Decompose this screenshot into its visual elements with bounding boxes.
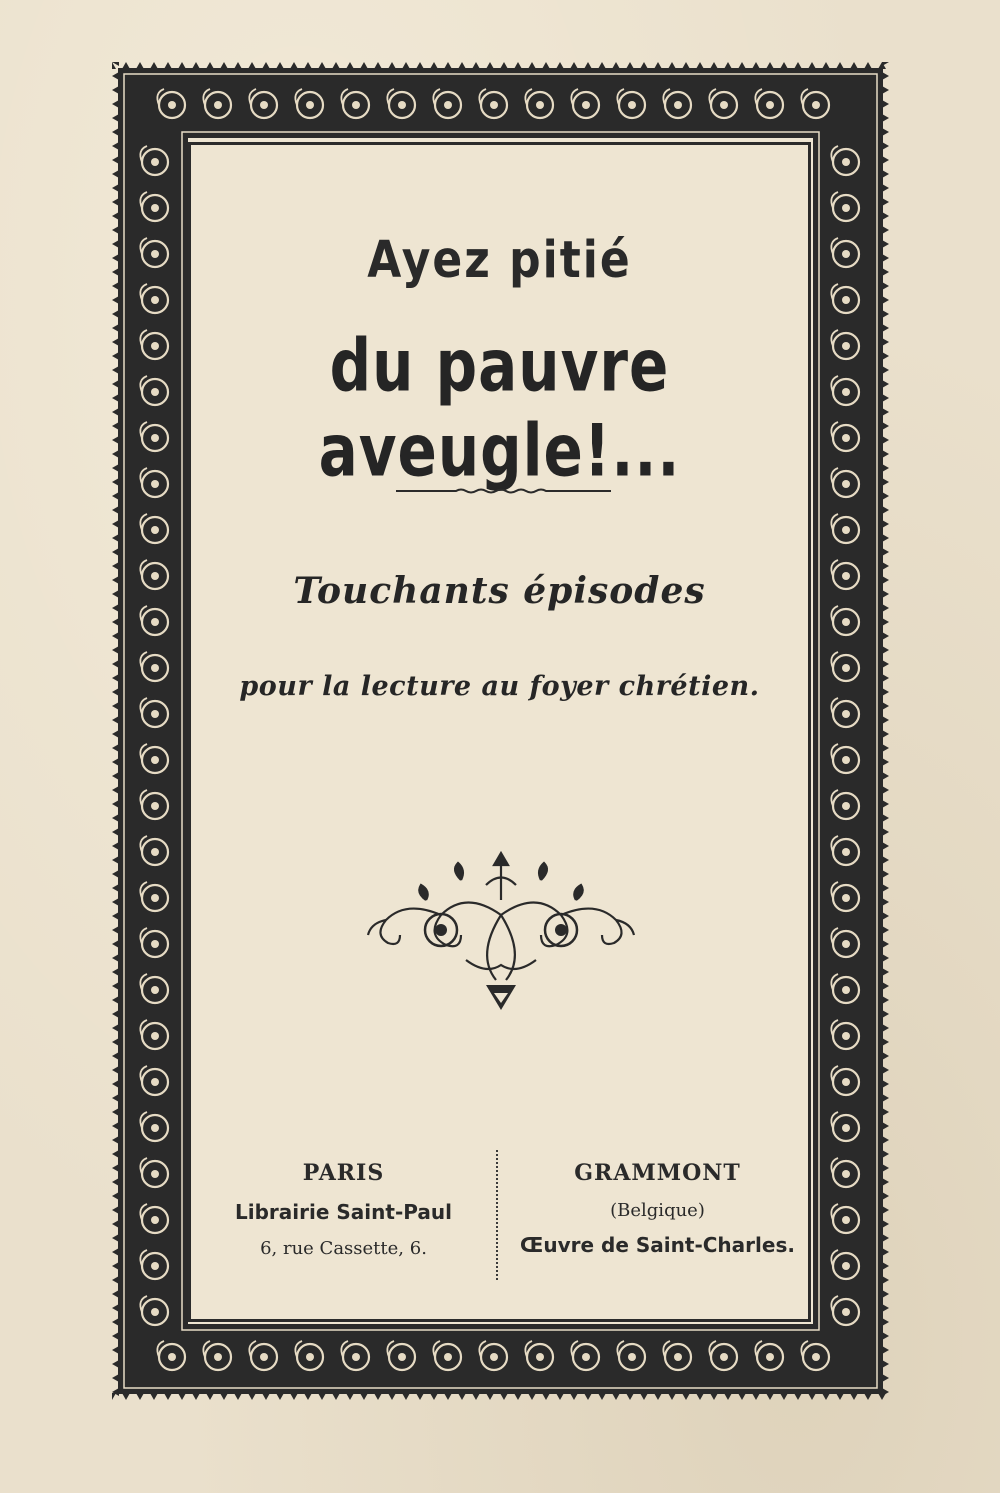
imprint-publisher-paris: Librairie Saint-Paul [235, 1200, 452, 1224]
imprint-address-paris: 6, rue Cassette, 6. [260, 1238, 427, 1259]
imprint-publisher-grammont: Œuvre de Saint-Charles. [520, 1233, 795, 1257]
title-line-2: du pauvre aveugle!... [318, 323, 681, 493]
imprint-city-paris: PARIS [302, 1160, 385, 1186]
title-line-1: Ayez pitié [367, 231, 632, 290]
subtitle-line-2: pour la lecture au foyer chrétien. [239, 671, 760, 702]
imprint-paris [191, 1160, 496, 1259]
floral-vignette-ornament-icon [366, 845, 636, 1025]
imprint-divider [496, 1150, 500, 1280]
imprint-country-grammont: (Belgique) [610, 1200, 705, 1221]
title-panel [188, 142, 811, 1322]
imprint-grammont [501, 1160, 814, 1257]
imprint-city-grammont: GRAMMONT [574, 1160, 741, 1186]
wavy-rule-icon [396, 487, 611, 495]
subtitle-line-1: Touchants épisodes [293, 570, 706, 612]
